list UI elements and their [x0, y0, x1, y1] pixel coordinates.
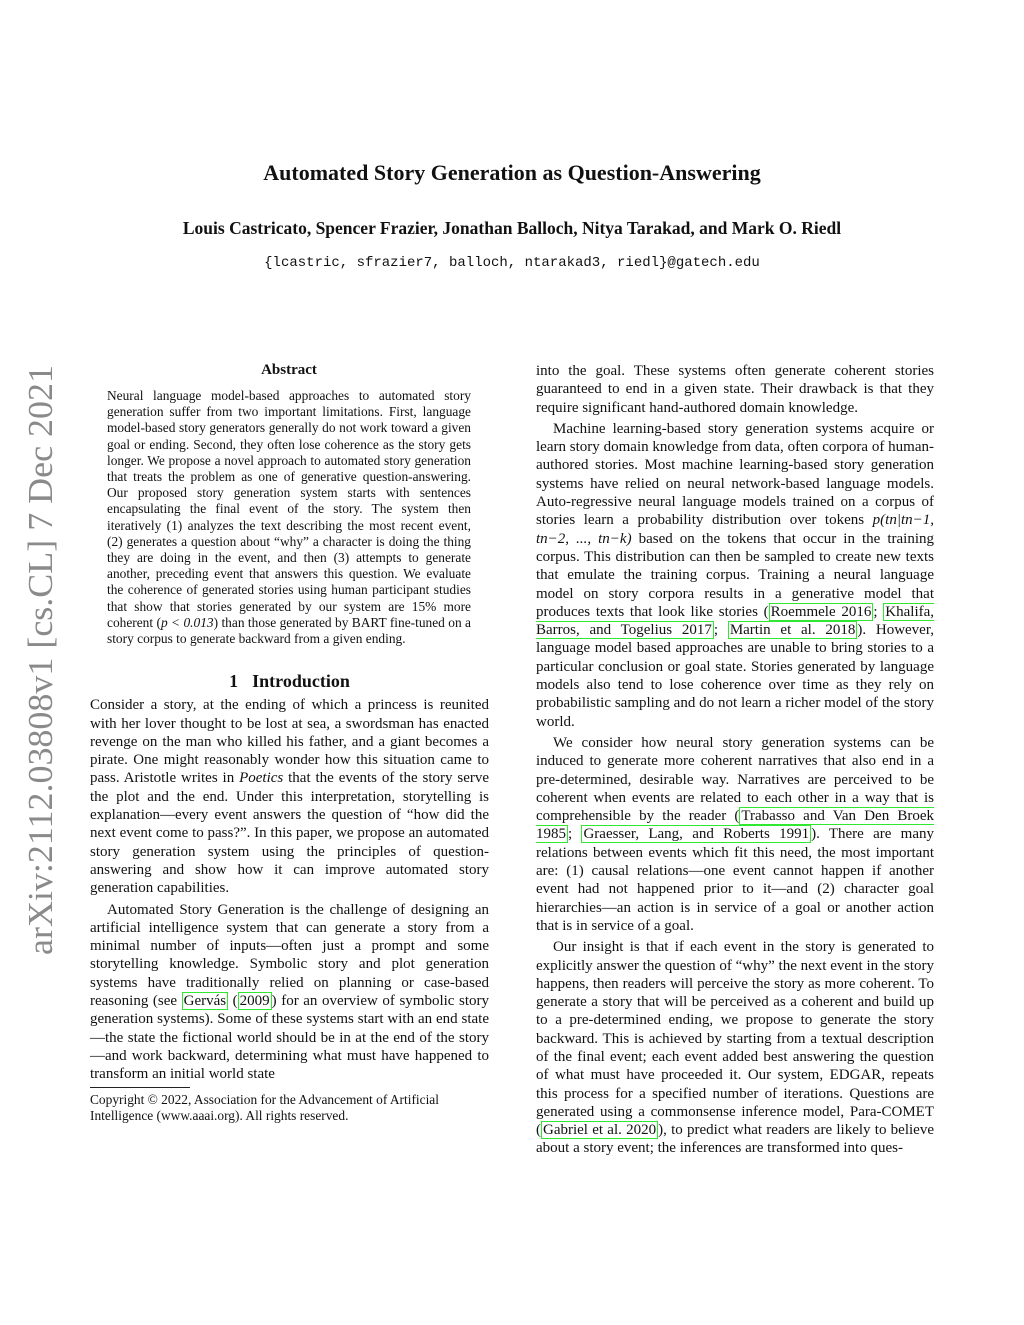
right-paragraph-3	[536, 734, 934, 935]
citation-link-gervas-year[interactable]: 2009	[239, 993, 270, 1009]
citation-link-trabasso[interactable]: Trabasso and Van Den Broek 1985	[536, 808, 935, 843]
right-p2-text-c: ). However, language model based approaches are unable to bring stories to a particular conclusion or goal state. Stories generated by language models also tend to lose coherence over time as they rely on probabilistic sampling and do not learn a richer model of the story world.	[536, 622, 934, 730]
abstract	[107, 362, 471, 647]
abstract-text	[107, 388, 471, 647]
right-p3-text-a: We consider how neural story generation systems can be induced to generate more coherent narratives that also end in a pre-determined, desirable way. Narratives are perceived to be coherent when events are related to each other in a way that is comprehensible by the reader (	[536, 734, 934, 825]
citation-link-gabriel[interactable]: Gabriel et al. 2020	[543, 1122, 657, 1139]
arxiv-stamp	[17, 365, 61, 955]
intro-paragraph-2: Automated Story Generation is the challenge of designing an artificial intelligence system that can generate a story from a minimal number of inputs—often just a prompt and some storytelling knowledge. Symbolic story and plot generation systems have traditionally relied on planning or case-based reasoning (see Gervás ( 2009 ) for an overview of symbolic story generation systems). Some of these systems start with an end state—the state the fictional world should be in at the end of the story—and work backward, determining what must have happened to transform an initial world state	[90, 901, 490, 1083]
citation-separator: ;	[873, 603, 884, 620]
citation-link-graesser[interactable]: Graesser, Lang, and Roberts 1991	[583, 826, 810, 843]
right-p3-text-b: ). There are many relations between events which fit this need, the most important are: (1) causal relations—one event cannot happen if another event had not happened prior to it—and (2) character goal hierarchies—an action is in service of a goal or another action that is in service of a goal.	[536, 826, 934, 934]
intro-paragraph-1	[90, 696, 489, 897]
intro-p1-text-b: that the events of the story serve the plot and the end. Under this interpretation, storytelling is explanation—every event answers the question of “how did the next event come to pass?”. In this paper, we propose an automated story generation system using the principles of question-answering and show how it can improve automated story generation capabilities.	[90, 770, 490, 897]
arxiv-stamp-text: arXiv:2112.03808v1 [cs.CL] 7 Dec 2021	[21, 380, 60, 955]
copyright-footnote: Copyright © 2022, Association for the Advancement of Artificial Intelligence (www.aaai.org). All rights reserved.	[90, 1092, 439, 1124]
section-number: 1	[229, 671, 239, 692]
author-emails: {lcastric, sfrazier7, balloch, ntarakad3, riedl}@gatech.edu	[264, 255, 760, 271]
right-paragraph-4	[536, 938, 934, 1158]
citation-link-gervas-name[interactable]: Gervás	[183, 993, 227, 1009]
citation-link-roemmele[interactable]: Roemmele 2016	[770, 603, 872, 620]
author-list: Louis Castricato, Spencer Frazier, Jonathan Balloch, Nitya Tarakad, and Mark O. Riedl	[182, 218, 842, 238]
abstract-math: p < 0.013	[160, 614, 214, 630]
citation-separator: ;	[568, 826, 582, 843]
arxiv-stamp-svg	[17, 365, 61, 955]
section-title: Introduction	[252, 671, 350, 692]
paper-title: Automated Story Generation as Question-Answering	[263, 160, 761, 185]
citation-separator: ;	[713, 622, 728, 639]
poetics-title: Poetics	[239, 770, 284, 787]
right-paragraph-2	[536, 420, 934, 731]
right-p2-text-b: based on the tokens that occur in the training corpus. This distribution can then be sampled to create new texts that emulate the training corpus. Training a neural language model on story corpora results in a generative model that produces texts that look like stories (	[536, 530, 934, 620]
right-column	[536, 362, 934, 1158]
section-heading-introduction	[90, 671, 489, 692]
right-p4-text-a: Our insight is that if each event in the story is generated to explicitly answer the question of “why” the next event in the story happens, then readers will perceive the story as more coherent. To generate a story that will be perceived as a coherent and build up to a pre-determined ending, we propose to generate the story backward. This is achieved by starting from a textual description of the final event; each event added best answering the question of what must have proceeded it. Our system, EDGAR, repeats this process for a specified number of iterations. Questions are generated using a commonsense inference model, Para-COMET (	[536, 939, 934, 1139]
citation-link-khalifa[interactable]: Khalifa, Barros, and Togelius 2017	[536, 603, 935, 639]
probability-formula: p(tn|tn−1, tn−2, ..., tn−k)	[536, 512, 934, 547]
right-p4-text-b: ), to predict what readers are likely to believe about a story event; the inferences are transformed into ques-	[536, 1122, 934, 1157]
left-column	[90, 362, 489, 1124]
abstract-text-part-1: Neural language model-based approaches to automated story generation suffer from two important limitations. First, language model-based story generators generally do not work toward a given goal or ending. Second, they often lose coherence as the story gets longer. We propose a novel approach to automated story generation that treats the problem as one of generative question-answering. Our proposed story generation system starts with sentences encapsulating the final event of the story. The system then iteratively (1) analyzes the text describing the most recent event, (2) generates a question about “why” a character is doing the thing they are doing in the event, and then (3) attempts to generate another, preceding event that answers this question. We evaluate the coherence of generated stories using human participant studies that show that stories generated by our system are 15% more coherent (	[107, 388, 471, 630]
intro-p2-text-b: for an overview of symbolic story generation systems). Some of these systems start with an end state—the state the fictional world should be in at the end of the story—and work backward, determining what must have happened to transform an initial world state	[90, 993, 490, 1083]
abstract-text-part-2: ) than those generated by BART fine-tuned on a story corpus to generate backward from a given ending.	[107, 614, 471, 647]
right-paragraph-1: into the goal. These systems often generate coherent stories guaranteed to end in a given state. Their drawback is that they require significant hand-authored domain knowledge.	[536, 363, 934, 416]
intro-p1-text-a: Consider a story, at the ending of which a princess is reunited with her lover thought to be lost at sea, a swordsman has enacted revenge on the man who killed his father, and a giant becomes a pirate. One might reasonably wonder how this situation came to pass. Aristotle writes in	[90, 697, 489, 787]
intro-p2-text-a: Automated Story Generation is the challenge of designing an artificial intelligence system that can generate a story from a minimal number of inputs—often just a prompt and some storytelling knowledge. Symbolic story and plot generation systems have traditionally relied on planning or case-based reasoning (see	[90, 901, 489, 1009]
citation-link-martin[interactable]: Martin et al. 2018	[729, 622, 856, 639]
right-p2-text-a: Machine learning-based story generation systems acquire or learn story domain knowledge from data, often corpora of human-authored stories. Most machine learning-based story generation systems have relied on neural network-based language models. Auto-regressive neural language models trained on a corpus of stories learn a probability distribution over tokens	[536, 420, 934, 529]
abstract-heading: Abstract	[261, 362, 317, 378]
footnote-rule	[90, 1087, 190, 1088]
